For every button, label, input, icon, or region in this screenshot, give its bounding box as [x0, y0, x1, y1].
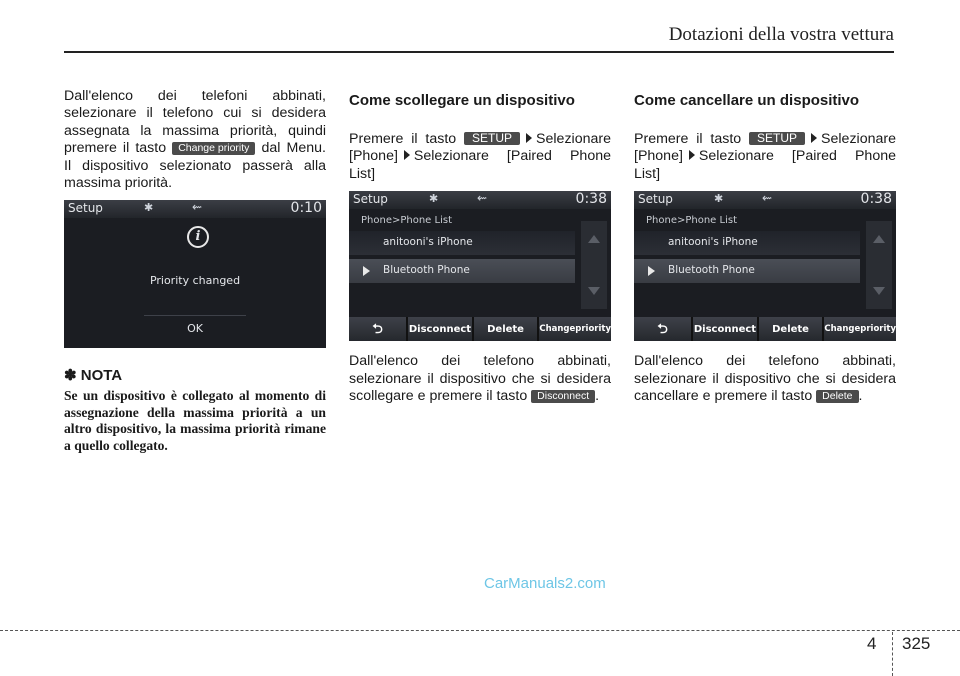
scrollbar[interactable] [581, 221, 607, 309]
list-item[interactable] [349, 231, 575, 255]
page-header-title: Dotazioni della vostra vettura [668, 24, 894, 45]
screen-button-bar [349, 317, 611, 341]
step-paired-list: Selezionare [Paired Phone List] [349, 148, 611, 182]
screen-status-bar [64, 200, 326, 218]
list-item-label: Bluetooth Phone [383, 264, 470, 277]
dialog-divider [144, 315, 246, 316]
priority-text-b: dal Menu. Il dispositivo selezionato passerà alla massima priorità. [64, 140, 326, 192]
delete-steps [634, 131, 896, 183]
ok-button[interactable]: OK [187, 322, 203, 336]
arrow-right-icon [689, 150, 695, 160]
list-item-label: anitooni's iPhone [668, 236, 758, 249]
list-item[interactable] [634, 259, 860, 283]
bluetooth-icon: ✱ [714, 192, 724, 206]
usb-icon: ⇜ [477, 191, 488, 206]
screen-title: Setup [638, 192, 673, 207]
bluetooth-icon: ✱ [429, 192, 439, 206]
list-item-label: anitooni's iPhone [383, 236, 473, 249]
delete-text: Dall'elenco dei telefono abbinati, selezionare il dispositivo che si desidera cancellare e premere il tasto [634, 353, 896, 405]
delete-key: Delete [816, 390, 858, 403]
screen-title: Setup [353, 192, 388, 207]
setup-key: SETUP [749, 132, 805, 145]
screen-time: 0:10 [290, 200, 322, 217]
nota-title: ✽ NOTA [64, 367, 123, 385]
footer-rule [0, 630, 960, 631]
back-button[interactable]: ⮌ [634, 317, 691, 341]
back-button[interactable]: ⮌ [349, 317, 406, 341]
list-item[interactable] [634, 231, 860, 255]
disconnect-steps [349, 131, 611, 183]
priority-text-a: Dall'elenco dei telefoni abbinati, selezionare il telefono cui si desidera assegnata la massima priorità, quindi premere il tasto [64, 88, 326, 157]
screen-time: 0:38 [575, 191, 607, 208]
delete-paragraph [634, 353, 896, 405]
disconnect-heading: Come scollegare un dispositivo [349, 92, 575, 109]
screen-time: 0:38 [860, 191, 892, 208]
step-select: Selezionare [821, 131, 896, 147]
breadcrumb: Phone>Phone List [361, 215, 452, 227]
screen-status-bar [634, 191, 896, 209]
column-priority [64, 88, 326, 454]
setup-key: SETUP [464, 132, 520, 145]
chapter-number: 4 [867, 634, 877, 653]
change-priority-button[interactable] [539, 317, 611, 341]
disconnect-button[interactable]: Disconnect [408, 317, 472, 341]
list-item[interactable] [349, 259, 575, 283]
scrollbar[interactable] [866, 221, 892, 309]
column-disconnect [349, 88, 611, 405]
disconnect-key: Disconnect [531, 390, 595, 403]
step-prefix: Premere il tasto [349, 131, 457, 147]
column-delete [634, 88, 896, 405]
step-prefix: Premere il tasto [634, 131, 742, 147]
arrow-right-icon [526, 133, 532, 143]
priority-changed-screen [64, 200, 326, 348]
usb-icon: ⇜ [762, 191, 773, 206]
delete-button[interactable]: Delete [759, 317, 823, 341]
screen-status-bar [349, 191, 611, 209]
list-item-label: Bluetooth Phone [668, 264, 755, 277]
usb-icon: ⇜ [192, 200, 203, 215]
play-icon [363, 266, 370, 276]
step-phone: [Phone] [634, 148, 683, 165]
delete-button[interactable]: Delete [474, 317, 538, 341]
scroll-up-icon[interactable] [588, 235, 600, 243]
delete-heading: Come cancellare un dispositivo [634, 92, 860, 109]
scroll-down-icon[interactable] [873, 287, 885, 295]
header-rule [64, 51, 894, 53]
period: . [858, 388, 863, 405]
step-select: Selezionare [536, 131, 611, 147]
nota-body: Se un dispositivo è collegato al momento di assegnazione della massima priorità a un altro dispositivo, la massima priorità rimane a quello collegato. [64, 388, 326, 453]
change-priority-label-2: priority [575, 323, 611, 334]
screen-button-bar [634, 317, 896, 341]
arrow-right-icon [404, 150, 410, 160]
change-priority-label-1: Change [824, 323, 861, 334]
change-priority-key: Change priority [172, 142, 255, 155]
priority-changed-message: Priority changed [149, 274, 241, 288]
disconnect-text: Dall'elenco dei telefono abbinati, selezionare il dispositivo che si desidera scollegare e premere il tasto [349, 353, 611, 405]
scroll-up-icon[interactable] [873, 235, 885, 243]
scroll-down-icon[interactable] [588, 287, 600, 295]
change-priority-label-1: Change [539, 323, 576, 334]
step-paired-list: Selezionare [Paired Phone List] [634, 148, 896, 182]
page-number-separator [892, 632, 893, 676]
step-phone: [Phone] [349, 148, 398, 165]
play-icon [648, 266, 655, 276]
page-number: 325 [902, 634, 931, 653]
disconnect-paragraph [349, 353, 611, 405]
change-priority-label-2: priority [860, 323, 896, 334]
arrow-right-icon [811, 133, 817, 143]
disconnect-button[interactable]: Disconnect [693, 317, 757, 341]
bluetooth-icon: ✱ [144, 201, 154, 215]
period: . [595, 388, 600, 405]
priority-paragraph [64, 88, 326, 192]
phone-list-screen [349, 191, 611, 341]
watermark-link[interactable]: CarManuals2.com [484, 575, 606, 592]
breadcrumb: Phone>Phone List [646, 215, 737, 227]
phone-list-screen [634, 191, 896, 341]
info-icon: i [187, 226, 209, 248]
screen-title: Setup [68, 201, 103, 216]
change-priority-button[interactable] [824, 317, 896, 341]
